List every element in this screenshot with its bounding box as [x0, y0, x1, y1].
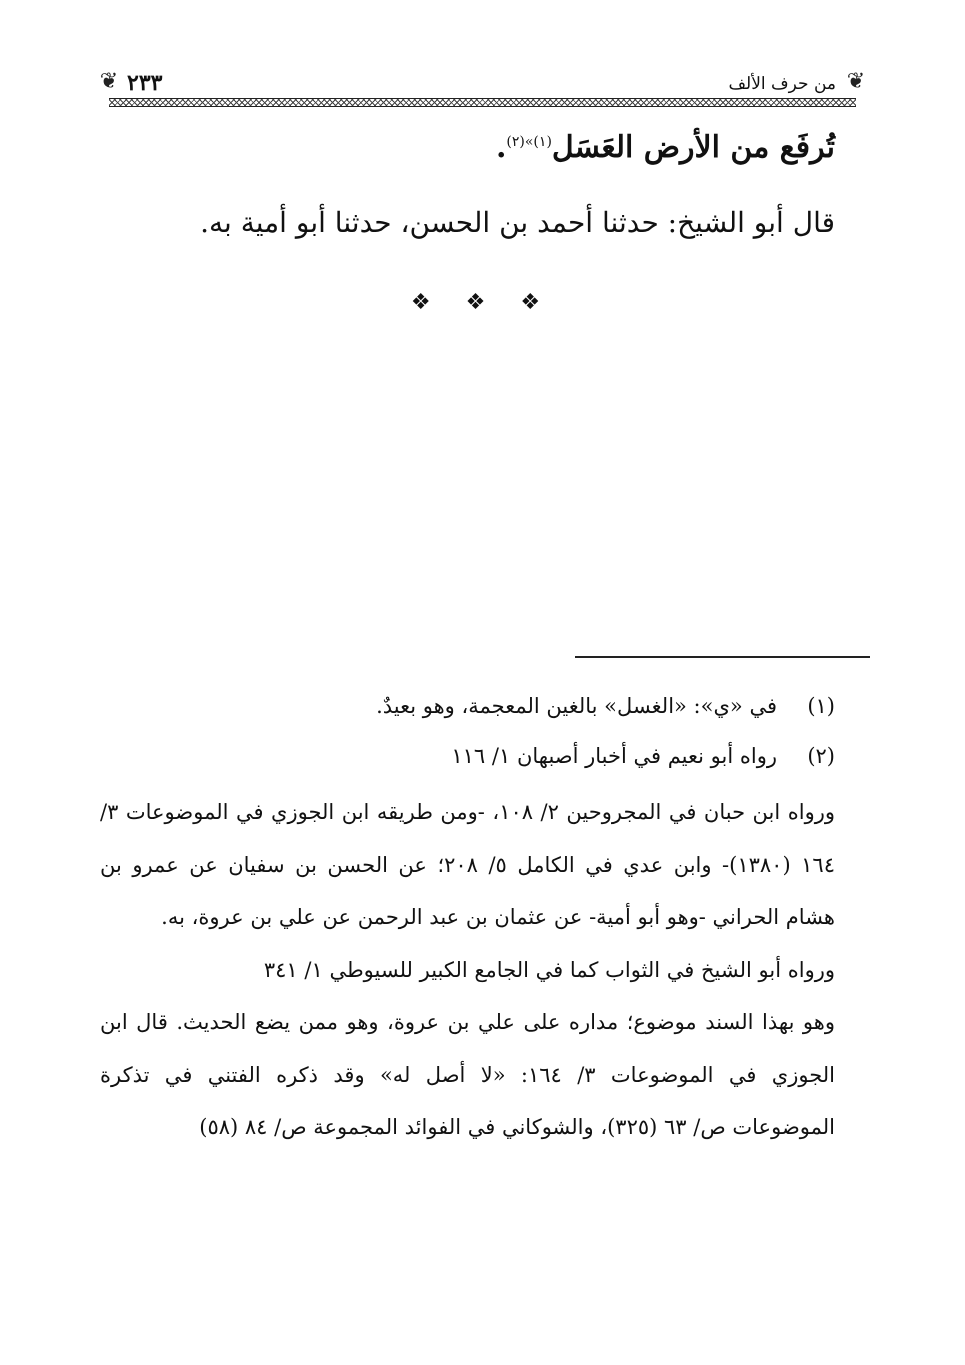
- page-header: [95, 58, 870, 106]
- footnote-paragraph-2: ورواه أبو الشيخ في الثواب كما في الجامع الكبير للسيوطي ١/ ٣٤١: [263, 957, 835, 982]
- footnote-paragraph-3: وهو بهذا السند موضوع؛ مداره على علي بن عروة، وهو ممن يضع الحديث. قال ابن الجوزي في الموضوعات ٣/ ١٦٤: «لا أصل له» وقد ذكره الفتني في تذكرة الموضوعات ص/ ٦٣ (٣٢٥)، والشوكاني في الفوائد المجموعة ص/ ٨٤ (٥٨): [100, 1010, 835, 1139]
- section-separator: ❖ ❖ ❖: [410, 290, 555, 315]
- running-title: من حرف الألف: [728, 74, 836, 94]
- footnote-number: (٢): [807, 744, 835, 768]
- footnote-number: (١): [807, 694, 835, 718]
- footnote-2: [100, 736, 835, 786]
- footnote-markers: (١)»(٢): [506, 134, 552, 150]
- line1-end: .: [495, 130, 507, 165]
- ornament-right-icon: ❦: [846, 69, 866, 94]
- footnotes: [100, 686, 835, 1154]
- footnote-text: رواه أبو نعيم في أخبار أصبهان ١/ ١١٦: [451, 744, 777, 768]
- line1-text: تُرفَع من الأرض العَسَل: [551, 130, 835, 165]
- footnote-1: [100, 686, 835, 736]
- footnote-paragraph-1: ورواه ابن حبان في المجروحين ٢/ ١٠٨، -ومن طريقه ابن الجوزي في الموضوعات ٣/ ١٦٤ (١٣٨٠)- وابن عدي في الكامل ٥/ ٢٠٨؛ عن الحسن بن سفيان عن عمرو بن هشام الحراني -وهو أبو أمية- عن عثمان بن عبد الرحمن عن علي بن عروة، به.: [100, 800, 835, 929]
- text-line-1: [135, 130, 835, 165]
- footnote-text: في «ي»: «الغسل» بالغين المعجمة، وهو بعيدٌ.: [376, 694, 777, 718]
- text-line-2: قال أبو الشيخ: حدثنا أحمد بن الحسن، حدثنا أبو أمية به.: [200, 206, 835, 239]
- footnote-rule: [575, 656, 870, 658]
- header-border: [109, 98, 856, 107]
- ornament-left-icon: ❦: [99, 69, 119, 94]
- page-number: ٢٣٣: [127, 70, 163, 96]
